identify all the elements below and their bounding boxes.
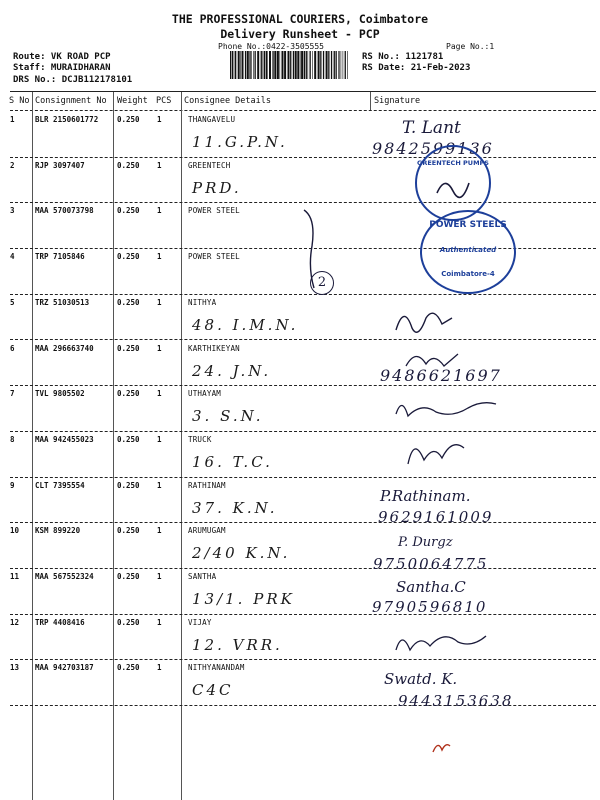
row-weight: 0.250 bbox=[117, 389, 140, 399]
row-pcs: 1 bbox=[157, 526, 162, 536]
barcode-bar bbox=[345, 51, 346, 79]
barcode-bar bbox=[249, 51, 250, 79]
phone-row1: 9842599136 bbox=[372, 139, 494, 158]
row-weight: 0.250 bbox=[117, 480, 140, 490]
row-consignment-no: RJP 3097407 bbox=[35, 160, 85, 170]
row-weight: 0.250 bbox=[117, 160, 140, 170]
barcode-bar bbox=[336, 51, 337, 79]
row-pcs: 1 bbox=[157, 572, 162, 581]
barcode-bar bbox=[300, 51, 301, 79]
row-handwritten-address: C4C bbox=[192, 681, 234, 700]
row-consignment-no: TRP 7105846 bbox=[35, 252, 85, 262]
barcode-bar bbox=[288, 51, 290, 79]
row-consignee: NITHYANANDAM bbox=[188, 663, 245, 673]
power-steels-stamp bbox=[420, 210, 516, 294]
row-pcs: 1 bbox=[157, 160, 162, 170]
table-row bbox=[0, 568, 600, 614]
circled-number-mark: 2 bbox=[310, 271, 334, 295]
col-consignment: Consignment No bbox=[35, 96, 107, 106]
signature-row12 bbox=[392, 626, 492, 656]
row-handwritten-address: 48. I.M.N. bbox=[192, 315, 299, 334]
row-sno: 6 bbox=[10, 343, 15, 353]
row-pcs: 1 bbox=[157, 206, 162, 216]
row-sno: 11 bbox=[10, 572, 20, 581]
barcode-bar bbox=[341, 51, 342, 79]
row-sno: 13 bbox=[10, 663, 20, 673]
phone-row6: 9486621697 bbox=[380, 366, 502, 385]
col-consignee: Consignee Details bbox=[184, 96, 271, 106]
row-weight: 0.250 bbox=[117, 115, 140, 124]
barcode-bar bbox=[280, 51, 281, 79]
phone-number: Phone No.:0422-3505555 bbox=[218, 42, 324, 51]
row-handwritten-address: 12. VRR. bbox=[192, 635, 283, 654]
row-sno: 9 bbox=[10, 480, 15, 490]
row-consignment-no: MAA 570073798 bbox=[35, 206, 94, 216]
greentech-stamp-text: GREENTECH PUMPS bbox=[417, 159, 489, 167]
row-weight: 0.250 bbox=[117, 343, 140, 353]
table-row bbox=[0, 385, 600, 431]
row-pcs: 1 bbox=[157, 663, 162, 673]
row-handwritten-address: 2/40 K.N. bbox=[192, 544, 291, 563]
row-consignee: POWER STEEL bbox=[188, 252, 240, 262]
barcode-bar bbox=[266, 51, 268, 79]
row-sno: 8 bbox=[10, 434, 15, 444]
signature-row11: Santha.C bbox=[396, 578, 466, 596]
row-consignment-no: TRP 4408416 bbox=[35, 617, 85, 627]
row-consignee: KARTHIKEYAN bbox=[188, 343, 240, 353]
row-handwritten-address: 13/1. PRK bbox=[192, 590, 295, 608]
initial-scribble bbox=[430, 738, 452, 756]
row-consignee: SANTHA bbox=[188, 572, 217, 581]
barcode-bar bbox=[264, 51, 265, 79]
phone-row9: 9629161009 bbox=[378, 508, 494, 526]
row-pcs: 1 bbox=[157, 617, 162, 627]
barcode-bar bbox=[320, 51, 321, 79]
row-sno: 3 bbox=[10, 206, 15, 216]
barcode-bar bbox=[255, 51, 256, 79]
row-consignment-no: TRZ 51030513 bbox=[35, 297, 90, 307]
row-consignment-no: MAA 942455023 bbox=[35, 434, 94, 444]
barcode-bar bbox=[284, 51, 286, 79]
stamp-coimbatore: Coimbatore-4 bbox=[441, 270, 495, 278]
row-weight: 0.250 bbox=[117, 434, 140, 444]
table-top-rule bbox=[10, 91, 596, 92]
barcode-bar bbox=[326, 51, 328, 79]
table-row bbox=[0, 477, 600, 523]
row-consignee: ARUMUGAM bbox=[188, 526, 226, 536]
row-consignee: GREENTECH bbox=[188, 160, 231, 170]
row-consignee: UTHAYAM bbox=[188, 389, 222, 399]
barcode-bar bbox=[314, 51, 316, 79]
barcode-bar bbox=[251, 51, 252, 79]
row-pcs: 1 bbox=[157, 115, 162, 124]
barcode-bar bbox=[301, 51, 303, 79]
barcode-bar bbox=[343, 51, 344, 79]
row-sno: 10 bbox=[10, 526, 20, 536]
table-row bbox=[0, 294, 600, 340]
row-consignment-no: CLT 7395554 bbox=[35, 480, 85, 490]
row-consignment-no: BLR 2150601772 bbox=[35, 115, 99, 124]
barcode-bar bbox=[338, 51, 339, 79]
row-pcs: 1 bbox=[157, 389, 162, 399]
barcode-bar bbox=[234, 51, 235, 79]
row-weight: 0.250 bbox=[117, 526, 140, 536]
phone-row11: 9790596810 bbox=[372, 598, 488, 616]
phone-row13: 9443153638 bbox=[398, 692, 514, 710]
barcode-bar bbox=[240, 51, 241, 79]
barcode-bar bbox=[304, 51, 305, 79]
row-sno: 1 bbox=[10, 115, 15, 124]
row-sno: 12 bbox=[10, 617, 20, 627]
barcode-bar bbox=[318, 51, 320, 79]
stamp-authenticated: Authenticated bbox=[439, 246, 497, 254]
row-consignment-no: KSM 899220 bbox=[35, 526, 81, 536]
barcode-bar bbox=[274, 51, 276, 79]
row-handwritten-address: PRD. bbox=[192, 178, 242, 197]
barcode-bar bbox=[245, 51, 246, 79]
barcode-bar bbox=[339, 51, 340, 79]
barcode-bar bbox=[334, 51, 335, 79]
barcode-bar bbox=[269, 51, 271, 79]
drs-label: DRS No.: DCJB112178101 bbox=[13, 75, 133, 85]
barcode-bar bbox=[261, 51, 262, 79]
col-weight: Weight bbox=[117, 96, 148, 106]
barcode-bar bbox=[253, 51, 254, 79]
barcode-bar bbox=[242, 51, 244, 79]
signature-row1: T. Lant bbox=[402, 118, 461, 138]
row-consignee: VIJAY bbox=[188, 617, 212, 627]
signature-scribble-icon bbox=[435, 173, 471, 203]
row-consignee: POWER STEEL bbox=[188, 206, 240, 216]
table-row bbox=[0, 614, 600, 660]
row-consignment-no: MAA 296663740 bbox=[35, 343, 94, 353]
barcode-bar bbox=[323, 51, 324, 79]
rs-date: RS Date: 21-Feb-2023 bbox=[362, 63, 471, 73]
row-weight: 0.250 bbox=[117, 206, 140, 216]
barcode-bar bbox=[310, 51, 311, 79]
row-weight: 0.250 bbox=[117, 572, 140, 581]
barcode-bar bbox=[257, 51, 259, 79]
table-row bbox=[0, 111, 600, 157]
barcode-bar bbox=[293, 51, 294, 79]
phone-row10: 9750064775 bbox=[373, 555, 489, 573]
table-row bbox=[0, 431, 600, 477]
rs-number: RS No.: 1121781 bbox=[362, 52, 444, 62]
barcode-bar bbox=[230, 51, 231, 79]
signature-row7 bbox=[392, 394, 502, 424]
page-number: Page No.:1 bbox=[446, 42, 495, 51]
barcode-bar bbox=[297, 51, 299, 79]
barcode-bar bbox=[247, 51, 249, 79]
row-handwritten-address: 24. J.N. bbox=[192, 361, 272, 380]
row-handwritten-address: 16. T.C. bbox=[192, 452, 273, 471]
row-consignee: NITHYA bbox=[188, 297, 217, 307]
row-consignee: RATHINAM bbox=[188, 480, 226, 490]
row-sno: 4 bbox=[10, 252, 15, 262]
route-label: Route: VK ROAD PCP bbox=[13, 52, 111, 62]
barcode-bar bbox=[235, 51, 236, 79]
signature-row13: Swatd. K. bbox=[384, 670, 458, 688]
row-consignment-no: MAA 567552324 bbox=[35, 572, 94, 581]
row-consignment-no: TVL 9805502 bbox=[35, 389, 85, 399]
runsheet-title: Delivery Runsheet - PCP bbox=[220, 27, 380, 41]
row-sno: 7 bbox=[10, 389, 15, 399]
col-signature: Signature bbox=[374, 96, 421, 106]
row-sno: 2 bbox=[10, 160, 15, 170]
table-row bbox=[0, 340, 600, 386]
barcode-bar bbox=[238, 51, 240, 79]
row-weight: 0.250 bbox=[117, 297, 140, 307]
row-handwritten-address: 37. K.N. bbox=[192, 498, 278, 517]
row-weight: 0.250 bbox=[117, 663, 140, 673]
row-pcs: 1 bbox=[157, 252, 162, 262]
row-consignee: THANGAVELU bbox=[188, 115, 236, 124]
barcode-bar bbox=[306, 51, 307, 79]
barcode bbox=[230, 51, 350, 79]
barcode-bar bbox=[331, 51, 332, 79]
row-pcs: 1 bbox=[157, 434, 162, 444]
signature-row5 bbox=[390, 300, 480, 344]
row-pcs: 1 bbox=[157, 480, 162, 490]
col-pcs: PCS bbox=[156, 96, 172, 106]
table-row bbox=[0, 522, 600, 568]
barcode-bar bbox=[312, 51, 313, 79]
barcode-bar bbox=[272, 51, 273, 79]
barcode-bar bbox=[263, 51, 264, 79]
row-weight: 0.250 bbox=[117, 617, 140, 627]
row-pcs: 1 bbox=[157, 297, 162, 307]
row-handwritten-address: 3. S.N. bbox=[192, 407, 264, 426]
barcode-bar bbox=[308, 51, 309, 79]
barcode-bar bbox=[347, 51, 348, 79]
row-consignee: TRUCK bbox=[188, 434, 212, 444]
table-row bbox=[0, 157, 600, 203]
col-sno: S No bbox=[9, 96, 30, 106]
row-pcs: 1 bbox=[157, 343, 162, 353]
signature-row10: P. Durgz bbox=[398, 535, 453, 550]
barcode-bar bbox=[328, 51, 329, 79]
barcode-bar bbox=[277, 51, 279, 79]
barcode-bar bbox=[232, 51, 233, 79]
row-handwritten-address: 11.G.P.N. bbox=[192, 133, 288, 151]
barcode-bar bbox=[282, 51, 284, 79]
column-divider bbox=[370, 92, 371, 110]
signature-row8 bbox=[402, 430, 472, 472]
row-weight: 0.250 bbox=[117, 252, 140, 262]
signature-row9: P.Rathinam. bbox=[380, 487, 471, 505]
row-sno: 5 bbox=[10, 297, 15, 307]
row-consignment-no: MAA 942703187 bbox=[35, 663, 94, 673]
stamp-power-steels: POWER STEELS bbox=[429, 220, 507, 230]
staff-label: Staff: MURAIDHARAN bbox=[13, 63, 111, 73]
greentech-stamp bbox=[415, 145, 491, 221]
barcode-bar bbox=[295, 51, 297, 79]
company-title: THE PROFESSIONAL COURIERS, Coimbatore bbox=[171, 12, 429, 26]
barcode-bar bbox=[290, 51, 291, 79]
